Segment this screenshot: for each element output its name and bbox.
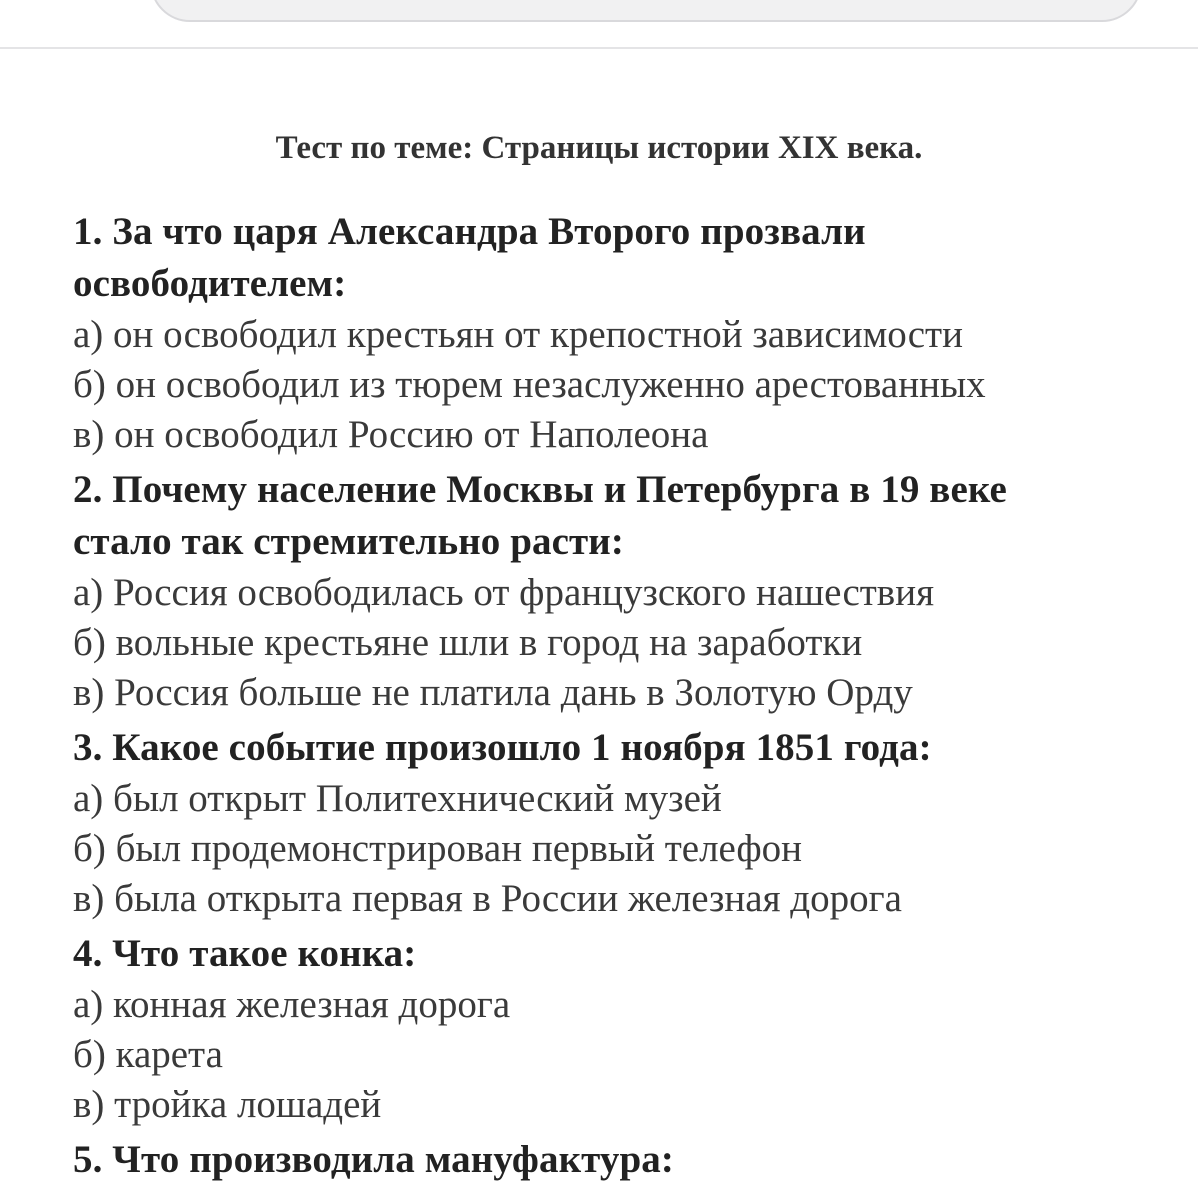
- answer-option: б) был продемонстрирован первый телефон: [73, 827, 802, 870]
- answer-option: а) был открыт Политехнический музей: [73, 777, 722, 820]
- answer-option: а) Россия освободилась от французского нашествия: [73, 571, 935, 614]
- question-text: 3. Какое событие произошло 1 ноября 1851 года:: [73, 726, 932, 769]
- document-title: Тест по теме: Страницы истории XIX века.: [275, 130, 923, 166]
- browser-search-bar[interactable]: [150, 0, 1142, 22]
- question-text: 2. Почему население Москвы и Петербурга в 19 веке: [73, 468, 1007, 511]
- question-3: [73, 722, 1183, 924]
- answer-option: а) конная железная дорога: [73, 983, 511, 1026]
- question-text: стало так стремительно расти:: [73, 520, 624, 563]
- answer-option: в) тройка лошадей: [73, 1083, 382, 1126]
- question-2: [73, 464, 1183, 718]
- question-list: [73, 206, 1183, 1186]
- question-text: 5. Что производила мануфактура:: [73, 1138, 674, 1181]
- answer-option: б) вольные крестьяне шли в город на заработки: [73, 621, 863, 664]
- question-5: [73, 1134, 1183, 1186]
- answer-option: в) была открыта первая в России железная дорога: [73, 877, 902, 920]
- answer-option: а) он освободил крестьян от крепостной зависимости: [73, 313, 963, 356]
- question-text: 1. За что царя Александра Второго прозвали: [73, 210, 866, 253]
- answer-option: в) он освободил Россию от Наполеона: [73, 413, 709, 456]
- question-1: [73, 206, 1183, 460]
- header-divider: [0, 47, 1198, 49]
- question-text: 4. Что такое конка:: [73, 932, 417, 975]
- question-text: освободителем:: [73, 262, 347, 305]
- answer-option: в) Россия больше не платила дань в Золотую Орду: [73, 671, 913, 714]
- answer-option: б) он освободил из тюрем незаслуженно арестованных: [73, 363, 986, 406]
- question-4: [73, 928, 1183, 1130]
- answer-option: б) карета: [73, 1033, 223, 1076]
